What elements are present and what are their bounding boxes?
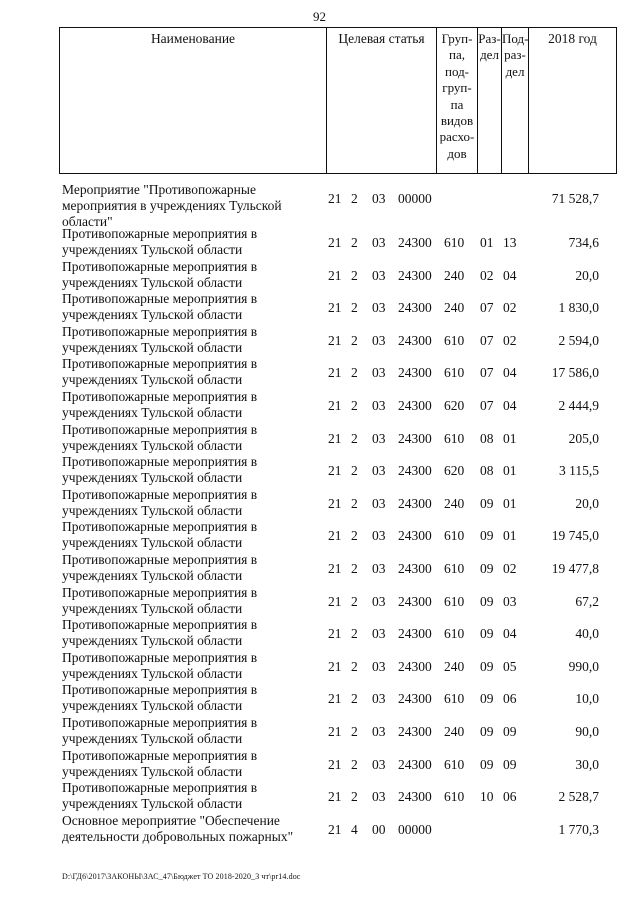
table-row <box>59 454 619 487</box>
row-amount: 2 444,9 <box>558 397 599 413</box>
row-c2: 4 <box>351 821 358 837</box>
row-group: 610 <box>444 528 465 544</box>
row-c2: 2 <box>351 235 358 250</box>
header-group-line: па, <box>449 47 465 63</box>
header-section-cell <box>477 28 501 173</box>
table-row <box>59 780 619 813</box>
row-group: 610 <box>444 691 465 707</box>
row-subsection: 13 <box>503 235 517 250</box>
row-c3: 03 <box>372 463 386 479</box>
header-group-cell <box>436 28 477 173</box>
row-name: Противопожарные мероприятия в учреждениях Тульской области <box>62 323 258 355</box>
row-c1: 21 <box>328 397 342 413</box>
row-subsection: 02 <box>503 300 517 316</box>
header-section-line: Раз- <box>478 31 501 46</box>
row-c3: 03 <box>372 430 386 446</box>
row-c4: 24300 <box>398 430 432 446</box>
row-section: 08 <box>480 430 494 446</box>
header-group-line: Груп- <box>441 31 473 46</box>
row-c3: 03 <box>372 723 386 739</box>
row-c3: 03 <box>372 560 386 576</box>
row-name: Противопожарные мероприятия в учреждениях Тульской области <box>62 454 258 486</box>
row-amount: 2 594,0 <box>558 332 599 348</box>
row-section: 09 <box>480 691 494 707</box>
table-row <box>59 617 619 650</box>
row-name: Мероприятие "Противопожарные мероприятия в учреждениях Тульской области" <box>62 182 282 229</box>
row-c1: 21 <box>328 756 342 772</box>
row-name: Противопожарные мероприятия в учреждениях Тульской области <box>62 584 258 616</box>
row-c2: 2 <box>351 723 358 739</box>
row-group: 610 <box>444 789 465 805</box>
row-c3: 00 <box>372 821 386 837</box>
header-name-cell <box>60 28 326 173</box>
row-name: Основное мероприятие "Обеспечение деятельности добровольных пожарных" <box>62 812 294 844</box>
header-subsection <box>502 31 528 80</box>
row-c1: 21 <box>328 691 342 707</box>
row-name: Противопожарные мероприятия в учреждениях Тульской области <box>62 519 258 551</box>
row-subsection: 09 <box>503 756 517 772</box>
row-amount: 30,0 <box>575 756 599 772</box>
row-amount: 17 586,0 <box>551 365 599 381</box>
row-c2: 2 <box>351 756 358 772</box>
row-subsection: 02 <box>503 332 517 348</box>
row-c3: 03 <box>372 235 386 250</box>
row-subsection: 04 <box>503 365 517 381</box>
row-c3: 03 <box>372 626 386 642</box>
row-group: 610 <box>444 593 465 609</box>
row-subsection: 02 <box>503 560 517 576</box>
row-c2: 2 <box>351 430 358 446</box>
row-c1: 21 <box>328 528 342 544</box>
table-row <box>59 585 619 618</box>
row-c2: 2 <box>351 560 358 576</box>
row-c4: 24300 <box>398 332 432 348</box>
row-subsection: 04 <box>503 267 517 283</box>
row-c1: 21 <box>328 593 342 609</box>
row-c1: 21 <box>328 235 342 250</box>
footer-file-path: D:\ГД6\2017\ЗАКОНЫ\ЗАС_47\Бюджет ТО 2018-2020_3 чт\pr14.doc <box>62 872 301 881</box>
row-c3: 03 <box>372 789 386 805</box>
row-name: Противопожарные мероприятия в учреждениях Тульской области <box>62 291 258 323</box>
table-header <box>59 27 617 174</box>
row-group: 610 <box>444 235 465 250</box>
row-amount: 19 745,0 <box>551 528 599 544</box>
header-group-line: расхо- <box>439 129 475 145</box>
row-subsection: 09 <box>503 723 517 739</box>
row-c2: 2 <box>351 397 358 413</box>
row-amount: 2 528,7 <box>558 789 599 805</box>
row-c4: 24300 <box>398 463 432 479</box>
table-row <box>59 682 619 715</box>
row-c3: 03 <box>372 191 386 206</box>
row-amount: 19 477,8 <box>551 560 599 576</box>
row-name: Противопожарные мероприятия в учреждениях Тульской области <box>62 356 258 388</box>
row-amount: 40,0 <box>575 626 599 642</box>
row-c1: 21 <box>328 365 342 381</box>
header-group-line: дов <box>447 145 467 161</box>
row-amount: 71 528,7 <box>551 191 599 206</box>
row-group: 610 <box>444 626 465 642</box>
row-c3: 03 <box>372 495 386 511</box>
row-c3: 03 <box>372 365 386 381</box>
row-section: 09 <box>480 495 494 511</box>
row-c3: 03 <box>372 593 386 609</box>
row-subsection: 04 <box>503 397 517 413</box>
row-c1: 21 <box>328 332 342 348</box>
row-c2: 2 <box>351 691 358 707</box>
row-section: 09 <box>480 626 494 642</box>
row-c4: 24300 <box>398 626 432 642</box>
row-c4: 24300 <box>398 560 432 576</box>
header-group-line: видов <box>440 113 474 129</box>
row-name: Противопожарные мероприятия в учреждениях Тульской области <box>62 747 258 779</box>
row-c4: 24300 <box>398 365 432 381</box>
row-c2: 2 <box>351 789 358 805</box>
header-subsection-line: раз- <box>504 47 526 63</box>
row-c1: 21 <box>328 626 342 642</box>
row-name: Противопожарные мероприятия в учреждениях Тульской области <box>62 421 258 453</box>
row-c1: 21 <box>328 430 342 446</box>
row-c4: 24300 <box>398 756 432 772</box>
row-amount: 1 830,0 <box>558 300 599 316</box>
row-name: Противопожарные мероприятия в учреждениях Тульской области <box>62 649 258 681</box>
header-target-cell <box>326 28 436 173</box>
table-row <box>59 487 619 520</box>
row-c4: 24300 <box>398 235 432 250</box>
row-c2: 2 <box>351 365 358 381</box>
row-amount: 90,0 <box>575 723 599 739</box>
row-section: 07 <box>480 300 494 316</box>
row-name: Противопожарные мероприятия в учреждениях Тульской области <box>62 617 258 649</box>
header-group-line: па <box>450 96 464 112</box>
row-group: 620 <box>444 463 465 479</box>
table-row <box>59 389 619 422</box>
row-c2: 2 <box>351 300 358 316</box>
row-group: 610 <box>444 756 465 772</box>
page-number: 92 <box>313 9 326 24</box>
row-c3: 03 <box>372 528 386 544</box>
table-row <box>59 259 619 292</box>
row-name: Противопожарные мероприятия в учреждениях Тульской области <box>62 258 258 290</box>
row-c2: 2 <box>351 332 358 348</box>
header-group-line: под- <box>444 63 470 79</box>
header-subsection-line: дел <box>505 63 525 79</box>
row-amount: 205,0 <box>568 430 599 446</box>
row-c2: 2 <box>351 658 358 674</box>
row-c1: 21 <box>328 789 342 805</box>
header-group <box>437 31 477 162</box>
row-c3: 03 <box>372 756 386 772</box>
row-name: Противопожарные мероприятия в учреждениях Тульской области <box>62 226 258 257</box>
row-amount: 10,0 <box>575 691 599 707</box>
row-amount: 990,0 <box>568 658 599 674</box>
row-c4: 24300 <box>398 658 432 674</box>
table-row <box>59 715 619 748</box>
row-c4: 24300 <box>398 691 432 707</box>
row-c4: 24300 <box>398 397 432 413</box>
row-c4: 24300 <box>398 528 432 544</box>
row-section: 08 <box>480 463 494 479</box>
row-group: 240 <box>444 495 465 511</box>
row-subsection: 04 <box>503 626 517 642</box>
table-row <box>59 519 619 552</box>
row-subsection: 06 <box>503 691 517 707</box>
row-subsection: 06 <box>503 789 517 805</box>
row-amount: 20,0 <box>575 495 599 511</box>
row-section: 09 <box>480 658 494 674</box>
row-amount: 3 115,5 <box>559 463 599 479</box>
row-section: 01 <box>480 235 494 250</box>
row-group: 240 <box>444 723 465 739</box>
row-group: 610 <box>444 430 465 446</box>
row-c4: 24300 <box>398 267 432 283</box>
row-name: Противопожарные мероприятия в учреждениях Тульской области <box>62 551 258 583</box>
row-c1: 21 <box>328 495 342 511</box>
row-c1: 21 <box>328 560 342 576</box>
row-c2: 2 <box>351 267 358 283</box>
row-c1: 21 <box>328 658 342 674</box>
row-c3: 03 <box>372 691 386 707</box>
row-subsection: 03 <box>503 593 517 609</box>
row-subsection: 01 <box>503 463 517 479</box>
header-section <box>478 31 501 64</box>
row-section: 09 <box>480 723 494 739</box>
row-c4: 24300 <box>398 789 432 805</box>
row-section: 09 <box>480 593 494 609</box>
table-row <box>59 291 619 324</box>
row-c3: 03 <box>372 397 386 413</box>
header-group-line: груп- <box>442 80 472 96</box>
row-name: Противопожарные мероприятия в учреждениях Тульской области <box>62 780 258 812</box>
table-row <box>59 552 619 585</box>
row-subsection: 01 <box>503 495 517 511</box>
row-amount: 734,6 <box>568 235 599 250</box>
row-group: 620 <box>444 397 465 413</box>
row-group: 240 <box>444 658 465 674</box>
row-section: 02 <box>480 267 494 283</box>
row-amount: 20,0 <box>575 267 599 283</box>
row-section: 09 <box>480 756 494 772</box>
row-section: 09 <box>480 528 494 544</box>
row-c1: 21 <box>328 191 342 206</box>
row-c2: 2 <box>351 593 358 609</box>
row-c1: 21 <box>328 821 342 837</box>
table-row <box>59 226 619 259</box>
row-c4: 24300 <box>398 300 432 316</box>
table-row <box>59 422 619 455</box>
header-year: 2018 год <box>548 31 597 46</box>
row-c2: 2 <box>351 495 358 511</box>
row-name: Противопожарные мероприятия в учреждениях Тульской области <box>62 486 258 518</box>
header-target: Целевая статья <box>338 31 425 46</box>
row-c2: 2 <box>351 528 358 544</box>
table-row <box>59 356 619 389</box>
row-c1: 21 <box>328 267 342 283</box>
row-c2: 2 <box>351 463 358 479</box>
row-section: 07 <box>480 397 494 413</box>
row-c3: 03 <box>372 658 386 674</box>
row-subsection: 01 <box>503 528 517 544</box>
row-amount: 67,2 <box>575 593 599 609</box>
table-row <box>59 182 619 229</box>
row-group: 610 <box>444 365 465 381</box>
row-name: Противопожарные мероприятия в учреждениях Тульской области <box>62 388 258 420</box>
row-group: 240 <box>444 300 465 316</box>
table-body <box>59 182 619 849</box>
row-c4: 24300 <box>398 593 432 609</box>
row-section: 09 <box>480 560 494 576</box>
header-subsection-cell <box>501 28 528 173</box>
row-c1: 21 <box>328 463 342 479</box>
row-c1: 21 <box>328 723 342 739</box>
header-section-line: дел <box>480 47 499 63</box>
row-c2: 2 <box>351 191 358 206</box>
table-row <box>59 650 619 683</box>
table-row <box>59 813 619 849</box>
row-c3: 03 <box>372 267 386 283</box>
row-group: 610 <box>444 332 465 348</box>
header-name: Наименование <box>150 31 236 46</box>
row-group: 610 <box>444 560 465 576</box>
row-c1: 21 <box>328 300 342 316</box>
row-name: Противопожарные мероприятия в учреждениях Тульской области <box>62 682 258 714</box>
row-c4: 24300 <box>398 723 432 739</box>
row-section: 10 <box>480 789 494 805</box>
row-group: 240 <box>444 267 465 283</box>
table-row <box>59 748 619 781</box>
row-amount: 1 770,3 <box>558 821 599 837</box>
row-section: 07 <box>480 332 494 348</box>
row-subsection: 05 <box>503 658 517 674</box>
row-c3: 03 <box>372 332 386 348</box>
row-c2: 2 <box>351 626 358 642</box>
header-year-cell <box>528 28 616 173</box>
row-c4: 00000 <box>398 191 432 206</box>
row-c4: 24300 <box>398 495 432 511</box>
row-section: 07 <box>480 365 494 381</box>
header-subsection-line: Под- <box>502 31 529 46</box>
row-c4: 00000 <box>398 821 432 837</box>
table-row <box>59 324 619 357</box>
row-name: Противопожарные мероприятия в учреждениях Тульской области <box>62 714 258 746</box>
row-c3: 03 <box>372 300 386 316</box>
row-subsection: 01 <box>503 430 517 446</box>
